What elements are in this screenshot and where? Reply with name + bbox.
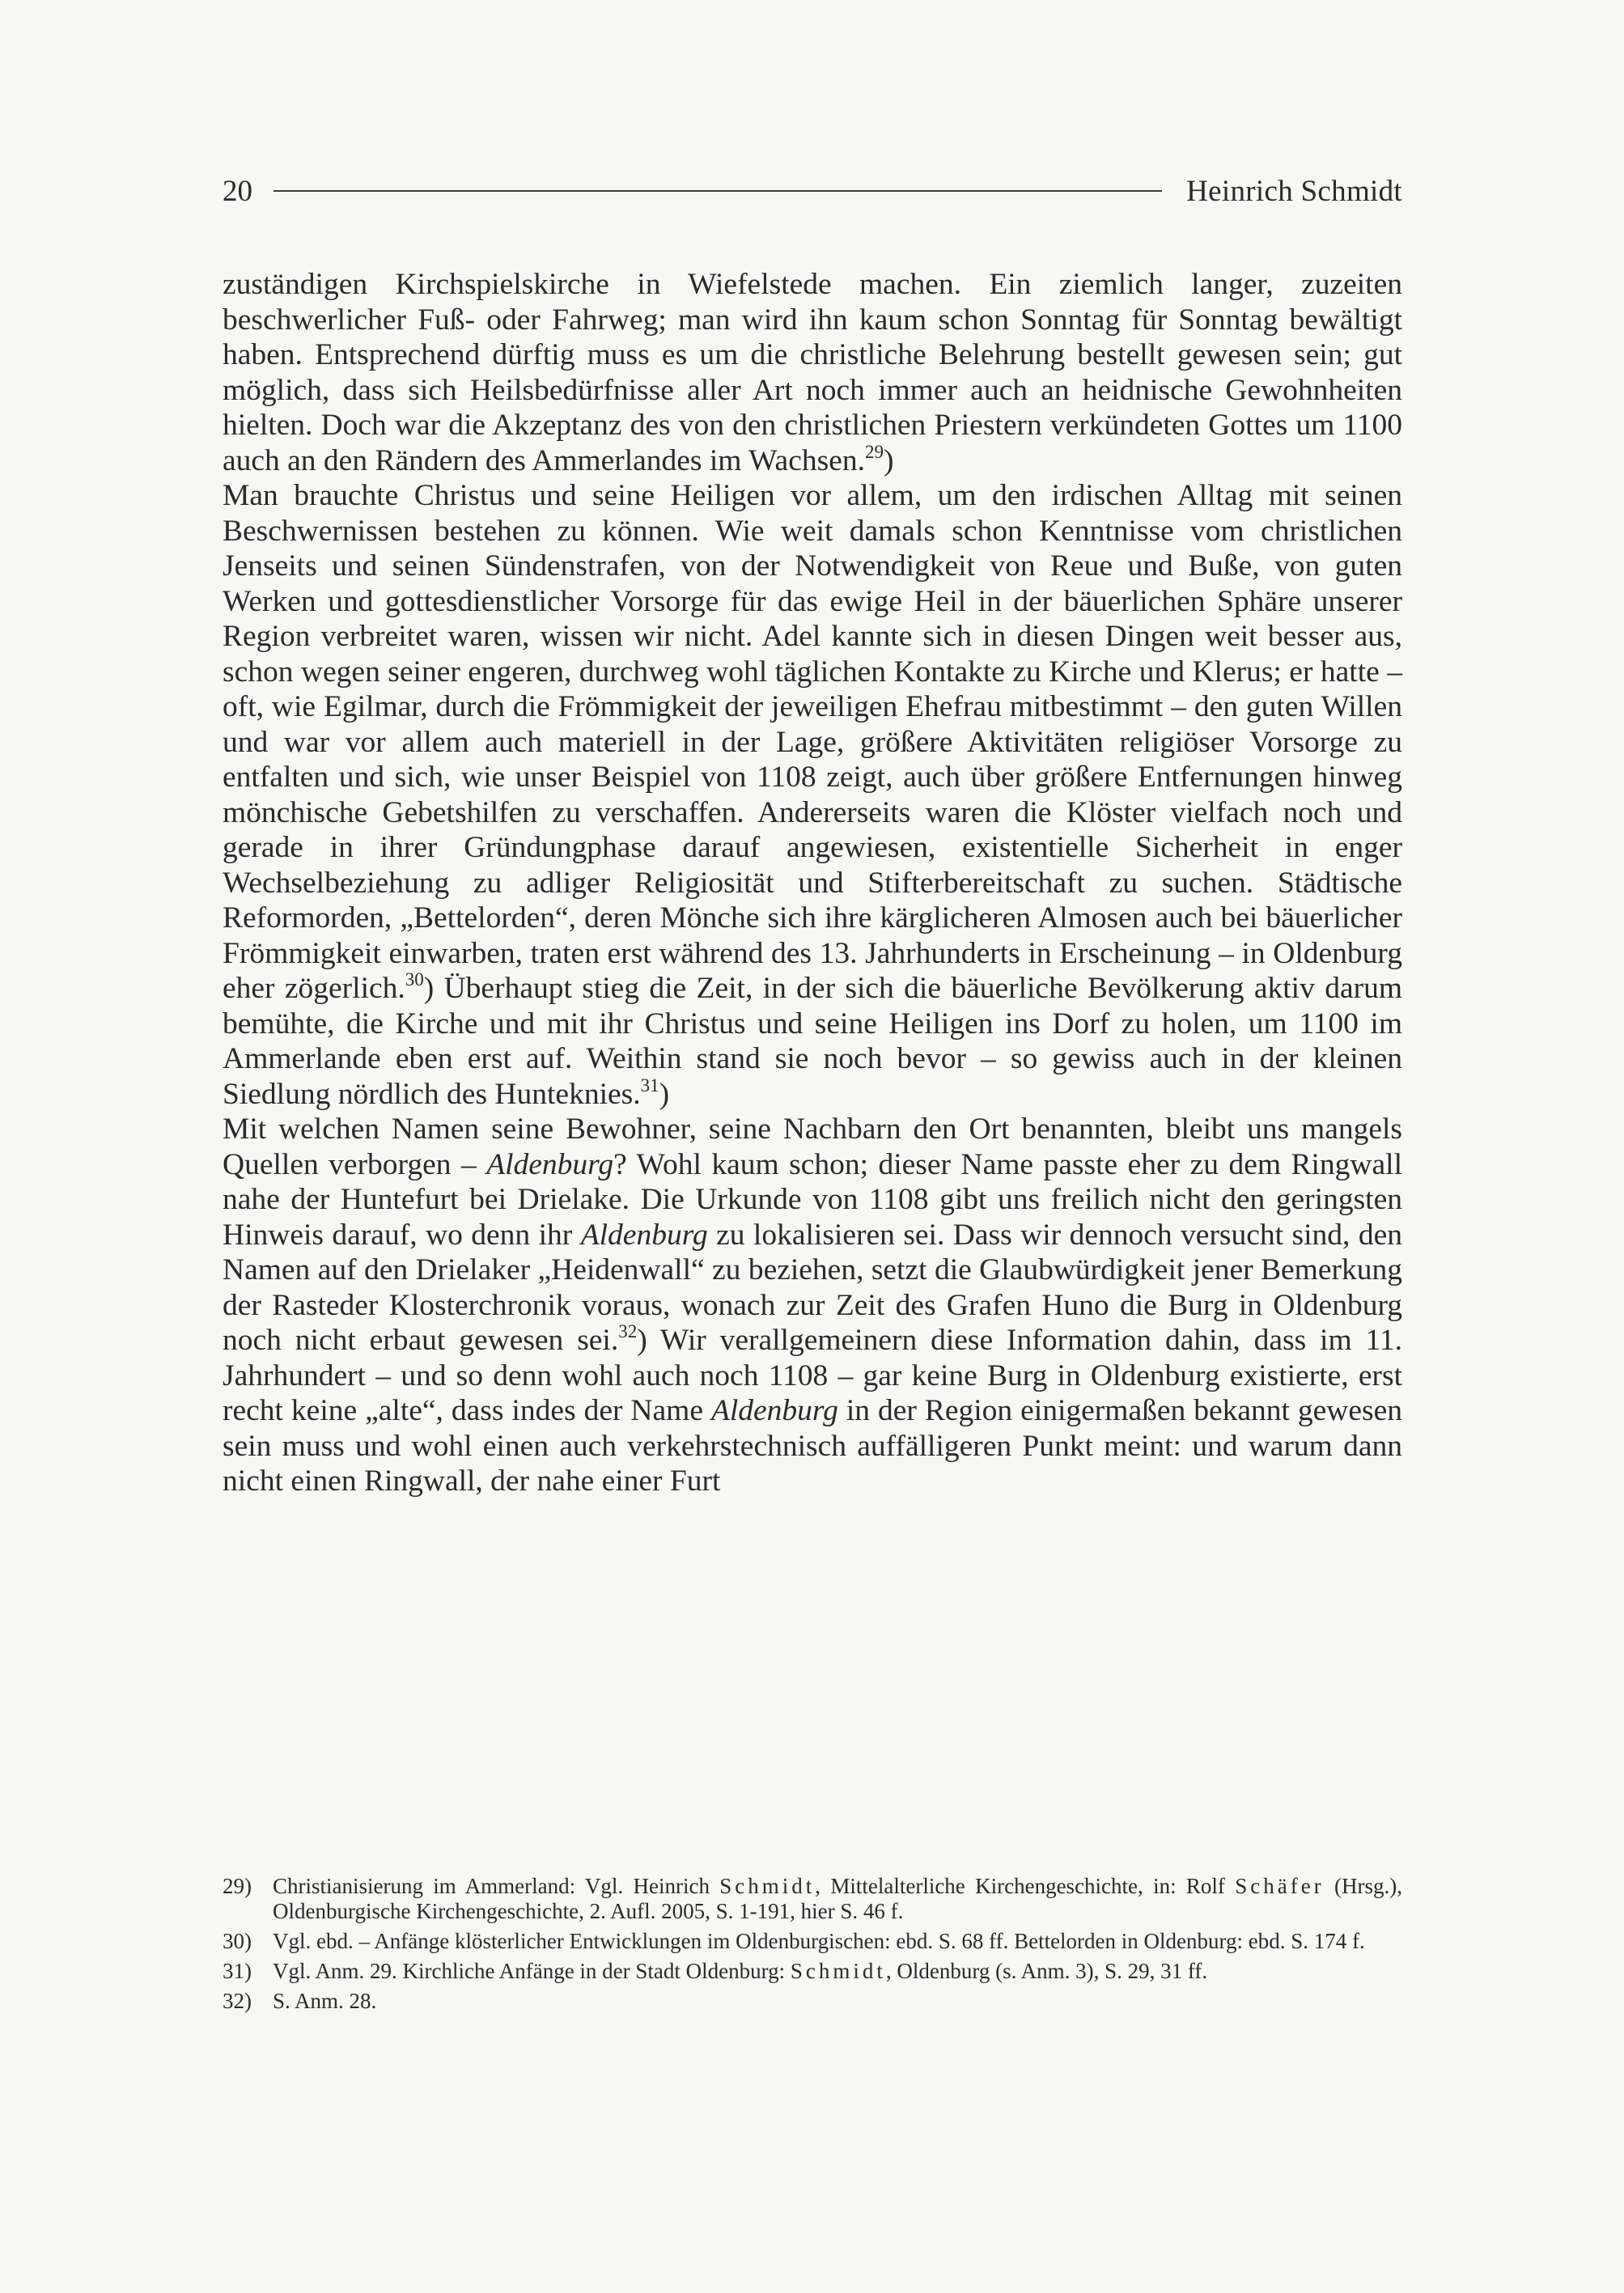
- book-page: [223, 0, 1402, 2293]
- paragraph-3: Mit welchen Namen seine Bewohner, seine Nachbarn den Ort benannten, bleibt uns mangels Quellen verborgen – Aldenburg? Wohl kaum schon; dieser Name passte eher zu dem Ringwall nahe der Huntefurt bei Drielake. Die Urkunde von 1108 gibt uns freilich nicht den geringsten Hinweis darauf, wo denn ihr Aldenburg zu lokalisieren sei. Dass wir dennoch versucht sind, den Namen auf den Drielaker „Heidenwall“ zu beziehen, setzt die Glaubwürdigkeit jener Bemerkung der Rasteder Klosterchronik voraus, wonach zur Zeit des Grafen Huno die Burg in Oldenburg noch nicht erbaut gewesen sei.$^{32}$) Wir verallgemeinern diese Information dahin, dass im 11. Jahrhundert – und so denn wohl auch noch 1108 – gar keine Burg in Oldenburg existierte, erst recht keine „alte“, dass indes der Name Aldenburg in der Region einigermaßen bekannt gewesen sein muss und wohl einen auch verkehrstechnisch auffälligeren Punkt meint: und warum dann nicht einen Ringwall, der nahe einer Furt: [223, 1113, 1403, 1498]
- footnote-32: [223, 1989, 1402, 2014]
- paragraph-2: Man brauchte Christus und seine Heiligen vor allem, um den irdischen Alltag mit seinen Beschwernissen bestehen zu können. Wie weit damals schon Kenntnisse vom christlichen Jenseits und seinen Sündenstrafen, von der Notwendigkeit von Reue und Buße, von guten Werken und gottesdienstlicher Vorsorge für das ewige Heil in der bäuerlichen Sphäre unserer Region verbreitet waren, wissen wir nicht. Adel kannte sich in diesen Dingen weit besser aus, schon wegen seiner engeren, durchweg wohl täglichen Kontakte zu Kirche und Klerus; er hatte – oft, wie Egilmar, durch die Frömmigkeit der jeweiligen Ehefrau mitbestimmt – den guten Willen und war vor allem auch materiell in der Lage, größere Aktivitäten religiöser Vorsorge zu entfalten und sich, wie unser Beispiel von 1108 zeigt, auch über größere Entfernungen hinweg mönchische Gebetshilfen zu verschaffen. Andererseits waren die Klöster vielfach noch und gerade in ihrer Gründungphase darauf angewiesen, existentielle Sicherheit in enger Wechselbeziehung zu adliger Religiosität und Stifterbereitschaft zu suchen. Städtische Reformorden, „Bettelorden“, deren Mönche sich ihre kärglicheren Almosen auch bei bäuerlicher Frömmigkeit einwarben, traten erst während des 13. Jahrhunderts in Erscheinung – in Oldenburg eher zögerlich.$^{30}$) Überhaupt stieg die Zeit, in der sich die bäuerliche Bevölkerung aktiv darum bemühte, die Kirche und mit ihr Christus und seine Heiligen ins Dorf zu holen, um 1100 im Ammerlande eben erst auf. Weithin stand sie noch bevor – so gewiss auch in der kleinen Siedlung nördlich des Hunteknies.$^{31}$): [223, 479, 1402, 1111]
- place-name: Aldenburg: [580, 1218, 708, 1252]
- footnote-text: S. Anm. 28.: [273, 1989, 377, 2013]
- page-number: 20: [223, 174, 252, 208]
- footnote-29: [223, 1874, 1402, 1924]
- header-rule: [273, 190, 1162, 192]
- footnote-number: 31): [223, 1959, 252, 1983]
- footnote-ref-30[interactable]: 30: [405, 969, 424, 990]
- footnotes: [223, 1874, 1402, 2019]
- footnote-number: 30): [223, 1929, 252, 1953]
- running-head: Heinrich Schmidt: [1186, 174, 1402, 208]
- footnote-ref-32[interactable]: 32: [618, 1321, 638, 1341]
- place-name: Aldenburg: [486, 1147, 614, 1181]
- footnote-ref-31[interactable]: 31: [640, 1074, 659, 1096]
- page-header: [223, 168, 1402, 214]
- footnote-number: 29): [223, 1874, 252, 1898]
- author-name: Schmidt: [790, 1959, 886, 1983]
- place-name: Aldenburg: [710, 1394, 838, 1427]
- author-name: Schäfer: [1235, 1874, 1325, 1898]
- paragraph-1: zuständigen Kirchspielskirche in Wiefelstede machen. Ein ziemlich langer, zuzeiten beschwerlicher Fuß- oder Fahrweg; man wird ihn kaum schon Sonntag für Sonntag bewältigt haben. Entsprechend dürftig muss es um die christliche Belehrung bestellt gewesen sein; gut möglich, dass sich Heilsbedürfnisse aller Art noch immer auch an heidnische Gewohnheiten hielten. Doch war die Akzeptanz des von den christlichen Priestern verkündeten Gottes um 1100 auch an den Rändern des Ammerlandes im Wachsen.$^{29}$): [223, 268, 1402, 477]
- body-text: [223, 267, 1402, 1499]
- author-name: Schmidt: [719, 1874, 816, 1898]
- footnote-31: [223, 1959, 1402, 1984]
- footnote-text: Christianisierung im Ammerland: Vgl. Heinrich Schmidt, Mittelalterliche Kirchengeschichte, in: Rolf Schäfer (Hrsg.), Oldenburgische Kirchengeschichte, 2. Aufl. 2005, S. 1-191, hier S. 46 f.: [273, 1874, 1402, 1923]
- footnote-ref-29[interactable]: 29: [864, 441, 884, 462]
- footnote-text: Vgl. Anm. 29. Kirchliche Anfänge in der Stadt Oldenburg: Schmidt, Oldenburg (s. Anm. 3), S. 29, 31 ff.: [273, 1959, 1208, 1983]
- footnote-number: 32): [223, 1989, 252, 2013]
- footnote-30: [223, 1929, 1402, 1954]
- footnote-text: Vgl. ebd. – Anfänge klösterlicher Entwicklungen im Oldenburgischen: ebd. S. 68 ff. Bettelorden in Oldenburg: ebd. S. 174 f.: [273, 1929, 1365, 1953]
